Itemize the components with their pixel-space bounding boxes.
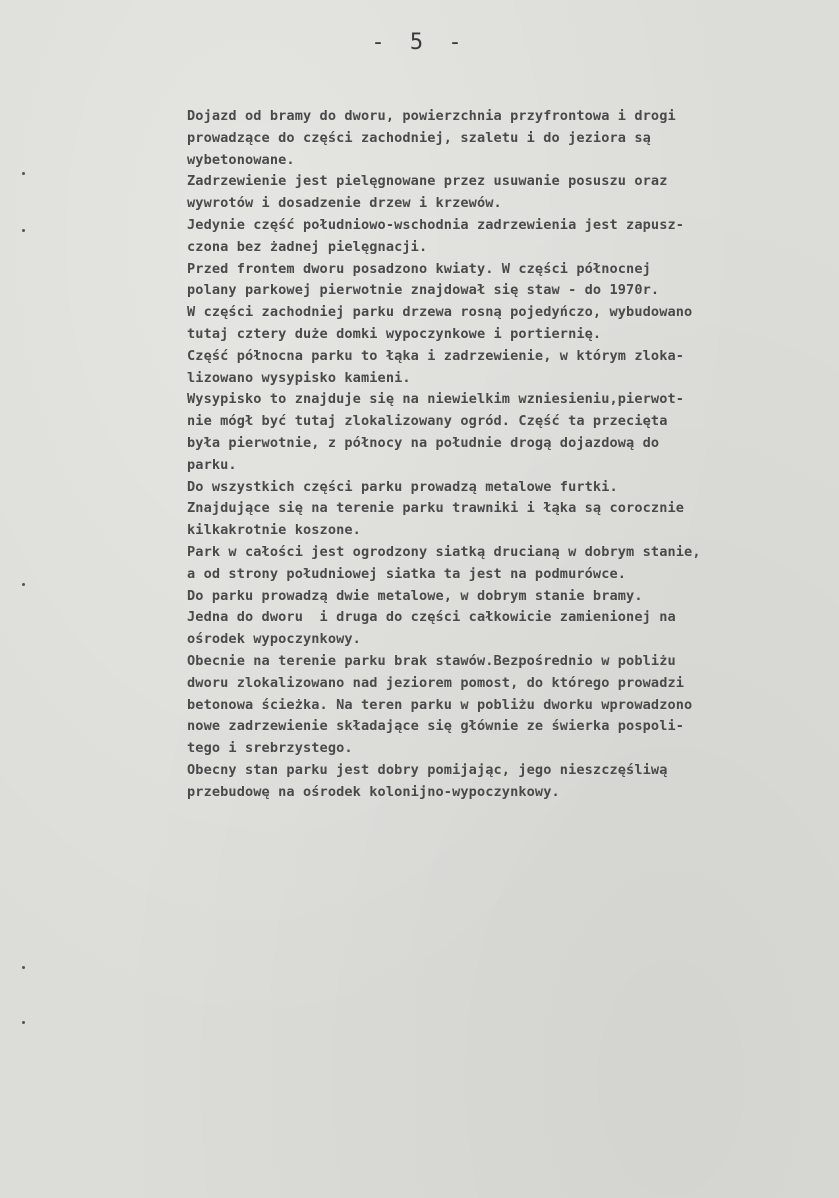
text-line: Jedynie część południowo-wschodnia zadrzewienia jest zapusz- [187,216,685,233]
text-line: nowe zadrzewienie składające się głównie ze świerka pospoli- [187,718,685,735]
text-line: prowadzące do części zachodniej, szaletu i do jeziora są [187,129,651,146]
text-line: była pierwotnie, z północy na południe drogą dojazdową do [187,434,660,451]
text-line: Dojazd od bramy do dworu, powierzchnia przyfrontowa i drogi [187,108,676,124]
text-line: Obecnie na terenie parku brak stawów.Bezpośrednio w pobliżu [187,652,676,669]
text-line: ośrodek wypoczynkowy. [187,631,361,648]
text-line: Przed frontem dworu posadzono kwiaty. W części północnej [187,260,651,277]
text-line: wybetonowane. [187,151,295,168]
text-line: dworu zlokalizowano nad jeziorem pomost, do którego prowadzi [187,674,685,691]
text-line: betonowa ścieżka. Na teren parku w pobliżu dworku wprowadzono [187,696,693,713]
text-line: czona bez żadnej pielęgnacji. [187,238,428,255]
text-line: wywrotów i dosadzenie drzew i krzewów. [187,195,502,212]
margin-dot [22,966,25,969]
margin-dot [22,229,25,232]
text-line: Do parku prowadzą dwie metalowe, w dobrym stanie bramy. [187,587,643,604]
text-line: przebudowę na ośrodek kolonijno-wypoczynkowy. [187,783,560,800]
text-line: Część północna parku to łąka i zadrzewienie, w którym zloka- [187,347,685,364]
text-line: nie mógł być tutaj zlokalizowany ogród. Część ta przecięta [187,413,668,430]
margin-dot [22,583,25,586]
text-line: tego i srebrzystego. [187,740,353,757]
text-line: Do wszystkich części parku prowadzą metalowe furtki. [187,478,618,495]
text-line: Wysypisko to znajduje się na niewielkim wzniesieniu,pierwot- [187,391,685,408]
text-line: parku. [187,456,237,473]
margin-dot [22,1021,25,1024]
text-line: Zadrzewienie jest pielęgnowane przez usuwanie posuszu oraz [187,173,668,190]
text-line: W części zachodniej parku drzewa rosną pojedyńczo, wybudowano [187,304,693,321]
text-line: tutaj cztery duże domki wypoczynkowe i portiernię. [187,325,602,342]
text-line: Jedna do dworu i druga do części całkowicie zamienionej na [187,609,676,626]
typewritten-body [187,106,827,804]
text-line: a od strony południowej siatka ta jest na podmurówce. [187,565,627,582]
text-line: lizowano wysypisko kamieni. [187,369,411,386]
text-line: polany parkowej pierwotnie znajdował się staw - do 1970r. [187,282,660,299]
text-line: Obecny stan parku jest dobry pomijając, jego nieszczęśliwą [187,761,668,778]
margin-dot [22,172,25,175]
page-number: - 5 - [371,30,468,55]
text-line: Znajdujące się na terenie parku trawniki i łąka są corocznie [187,500,685,517]
text-line: kilkakrotnie koszone. [187,522,361,539]
text-line: Park w całości jest ogrodzony siatką drucianą w dobrym stanie, [187,543,701,560]
